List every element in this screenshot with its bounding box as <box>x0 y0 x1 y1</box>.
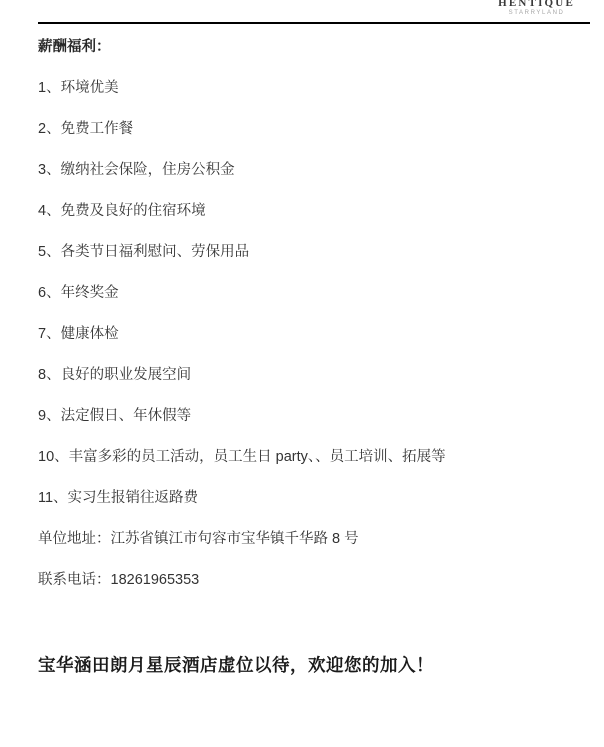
benefit-item-2: 2、免费工作餐 <box>38 121 134 137</box>
company-address: 单位地址：江苏省镇江市句容市宝华镇千华路 8 号 <box>38 531 359 547</box>
benefit-item-1: 1、环境优美 <box>38 80 119 96</box>
brand-name: HENTIQUE <box>498 0 575 9</box>
benefit-item-6: 6、年终奖金 <box>38 285 119 301</box>
brand-subtitle: STARRYLAND <box>508 10 565 16</box>
benefits-heading: 薪酬福利： <box>38 39 111 55</box>
benefit-item-7: 7、健康体检 <box>38 326 119 342</box>
document-body <box>38 40 583 677</box>
benefit-item-9: 9、法定假日、年休假等 <box>38 408 192 424</box>
benefit-item-3: 3、缴纳社会保险，住房公积金 <box>38 162 235 178</box>
closing-statement: 宝华涵田朗月星辰酒店虚位以待，欢迎您的加入！ <box>38 655 434 675</box>
benefit-item-5: 5、各类节日福利慰问、劳保用品 <box>38 244 250 260</box>
benefit-item-10: 10、丰富多彩的员工活动，员工生日 party、、员工培训、拓展等 <box>38 449 446 465</box>
contact-phone: 联系电话：18261965353 <box>38 572 200 588</box>
brand-logo <box>498 0 575 16</box>
benefit-item-4: 4、免费及良好的住宿环境 <box>38 203 206 219</box>
header-rule-divider <box>38 22 590 24</box>
benefit-item-8: 8、良好的职业发展空间 <box>38 367 192 383</box>
benefit-item-11: 11、实习生报销往返路费 <box>38 490 199 506</box>
